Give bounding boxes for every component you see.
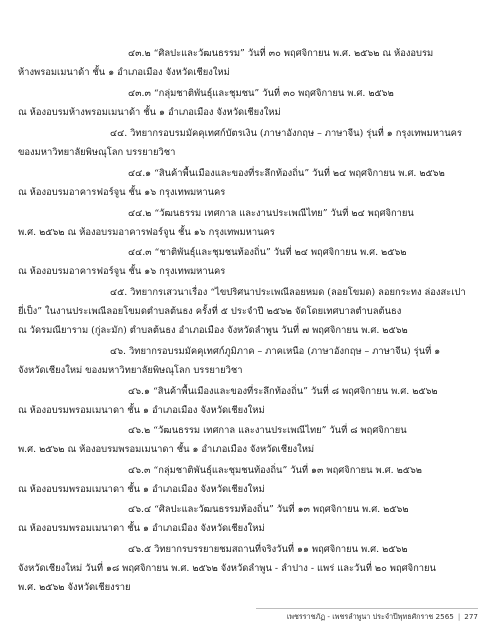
text-line: ของมหาวิทยาลัยพิษณุโลก บรรยายวิชา — [18, 147, 176, 158]
item-46-1 — [18, 382, 476, 420]
text-line: ๔๔.๓ “ชาติพันธุ์และชุมชนท้องถิ่น” วันที่ ๒๔ พฤศจิกายน พ.ศ. ๒๕๖๒ — [128, 247, 407, 258]
footer-separator: | — [457, 612, 461, 621]
item-46-5 — [18, 540, 476, 597]
item-44 — [18, 124, 476, 162]
text-line: พ.ศ. ๒๕๖๒ จังหวัดเชียงราย — [18, 582, 131, 593]
text-line: ยี่เป็ง” ในงานประเพณีลอยโขมดตำบลต้นธง ครั้งที่ ๕ ประจำปี ๒๕๖๒ จัดโดยเทศบาลตำบลต้นธง — [18, 306, 402, 317]
text-line: ๔๖.๔ “ศิลปะและวัฒนธรรมท้องถิ่น” วันที่ ๑๓ พฤศจิกายน พ.ศ. ๒๕๖๒ — [128, 504, 409, 515]
text-line: ๔๖.๑ “สินค้าพื้นเมืองและของที่ระลึกท้องถิ่น” วันที่ ๘ พฤศจิกายน พ.ศ. ๒๕๖๒ — [128, 386, 438, 397]
text-line: ณ ห้องอบรมพรอมเมนาดา ชั้น ๑ อำเภอเมือง จังหวัดเชียงใหม่ — [18, 523, 265, 534]
text-line: ๔๔.๒ “วัฒนธรรม เทศกาล และงานประเพณีไทย” วันที่ ๒๔ พฤศจิกายน — [128, 208, 414, 219]
text-line: ณ ห้องอบรมพรอมเมนาดา ชั้น ๑ อำเภอเมือง จังหวัดเชียงใหม่ — [18, 484, 265, 495]
item-46-2 — [18, 421, 476, 459]
item-44-2 — [18, 204, 476, 242]
text-line: ๔๖.๒ “วัฒนธรรม เทศกาล และงานประเพณีไทย” วันที่ ๘ พฤศจิกายน — [128, 425, 407, 436]
text-line: พ.ศ. ๒๕๖๒ ณ ห้องอบรมพรอมเมนาดา ชั้น ๑ อำเภอเมือง จังหวัดเชียงใหม่ — [18, 444, 315, 455]
text-line: จังหวัดเชียงใหม่ ของมหาวิทยาลัยพิษณุโลก บรรยายวิชา — [18, 365, 243, 376]
text-line: ๔๕. วิทยากรเสวนาเรื่อง “ไขปริศนาประเพณีลอยหมด (ลอยโขมด) ลอยกระทง ล่องสะเปา — [110, 287, 466, 298]
page-footer — [0, 612, 478, 623]
text-line: ณ วัดรมณียาราม (กู่ละมัก) ตำบลต้นธง อำเภอเมือง จังหวัดลำพูน วันที่ ๗ พฤศจิกายน พ.ศ. ๒๕๖๒ — [18, 325, 408, 336]
text-line: ๔๔. วิทยากรอบรมมัคคุเทศก์บัตรเงิน (ภาษาอังกฤษ – ภาษาจีน) รุ่นที่ ๑ กรุงเทพมหานคร — [110, 128, 462, 139]
item-44-3 — [18, 243, 476, 281]
item-46 — [18, 342, 476, 380]
text-line: พ.ศ. ๒๕๖๒ ณ ห้องอบรมอาคารฟอร์จูน ชั้น ๑๖ กรุงเทพมหานคร — [18, 227, 275, 238]
footer-title: เพชรราชภัฏ - เพชรลำพูนา ประจำปีพุทธศักราช 2565 — [286, 612, 454, 621]
text-line: ๔๓.๓ “กลุ่มชาติพันธุ์และชุมชน” วันที่ ๓๐ พฤศจิกายน พ.ศ. ๒๕๖๒ — [128, 88, 394, 99]
text-line: ณ ห้องอบรมอาคารฟอร์จูน ชั้น ๑๖ กรุงเทพมหานคร — [18, 187, 226, 198]
item-45 — [18, 283, 476, 340]
item-44-1 — [18, 164, 476, 202]
text-line: ณ ห้องอบรมอาคารฟอร์จูน ชั้น ๑๖ กรุงเทพมหานคร — [18, 266, 226, 277]
item-43-3 — [18, 84, 476, 122]
item-46-4 — [18, 500, 476, 538]
item-46-3 — [18, 461, 476, 499]
footer-divider — [256, 608, 478, 609]
text-line: ณ ห้องอบรมห้างพรอมเมนาด้า ชั้น ๑ อำเภอเมือง จังหวัดเชียงใหม่ — [18, 107, 281, 118]
text-line: ห้างพรอมเมนาด้า ชั้น ๑ อำเภอเมือง จังหวัดเชียงใหม่ — [18, 67, 230, 78]
text-line: ๔๖. วิทยากรอบรมมัคคุเทศก์ภูมิภาค – ภาคเหนือ (ภาษาอังกฤษ – ภาษาจีน) รุ่นที่ ๑ — [110, 346, 441, 357]
text-line: ๔๓.๒ “ศิลปะและวัฒนธรรม” วันที่ ๓๐ พฤศจิกายน พ.ศ. ๒๕๖๒ ณ ห้องอบรม — [128, 48, 434, 59]
text-line: ๔๖.๓ “กลุ่มชาติพันธุ์และชุมชนท้องถิ่น” วันที่ ๑๓ พฤศจิกายน พ.ศ. ๒๕๖๒ — [128, 465, 422, 476]
page-number: 277 — [464, 612, 478, 621]
item-43-2 — [18, 44, 476, 82]
text-line: ณ ห้องอบรมพรอมเมนาดา ชั้น ๑ อำเภอเมือง จังหวัดเชียงใหม่ — [18, 405, 265, 416]
text-line: ๔๖.๕ วิทยากรบรรยายชมสถานที่จริงวันที่ ๑๑ พฤศจิกายน พ.ศ. ๒๕๖๒ — [128, 544, 408, 555]
text-line: ๔๔.๑ “สินค้าพื้นเมืองและของที่ระลึกท้องถิ่น” วันที่ ๒๔ พฤศจิกายน พ.ศ. ๒๕๖๒ — [128, 168, 445, 179]
text-line: จังหวัดเชียงใหม่ วันที่ ๑๘ พฤศจิกายน พ.ศ. ๒๕๖๒ จังหวัดลำพูน - ลำปาง - แพร่ และวันที่ ๒๐ พฤศจิกายน — [18, 563, 436, 574]
